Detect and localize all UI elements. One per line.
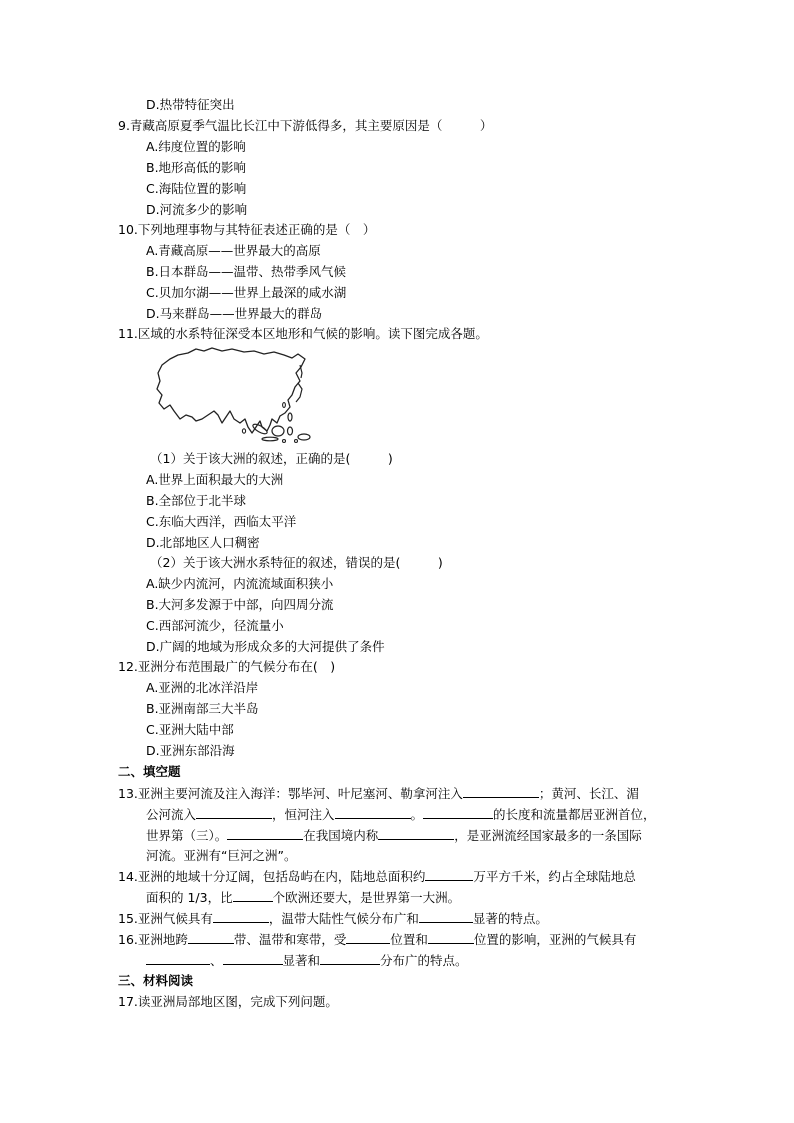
small-island — [283, 440, 286, 443]
q14-text: 万平方千米，约占全球陆地总 — [473, 869, 636, 884]
answer-blank[interactable] — [188, 931, 234, 944]
q15-text: ，温带大陆性气候分布广和 — [268, 911, 419, 926]
q9-stem: 9.青藏高原夏季气温比长江中下游低得多，其主要原因是（ ） — [118, 118, 493, 133]
q16-text: 分布广的特点。 — [380, 953, 468, 968]
answer-blank[interactable] — [335, 806, 411, 819]
q11-stem: 11.区域的水系特征深受本区地形和气候的影响。读下图完成各题。 — [118, 326, 488, 341]
answer-blank[interactable] — [346, 931, 390, 944]
q16-line-1 — [118, 931, 636, 948]
q16-line-2 — [146, 952, 468, 969]
q17-stem: 17.读亚洲局部地区图，完成下列问题。 — [118, 994, 338, 1009]
q11-sub1-option-d: D.北部地区人口稠密 — [146, 535, 260, 550]
q13-text: 13.亚洲主要河流及注入海洋：鄂毕河、叶尼塞河、勒拿河注入 — [118, 786, 463, 801]
answer-blank[interactable] — [425, 868, 473, 881]
q13-text: 在我国境内称 — [303, 828, 379, 843]
answer-blank[interactable] — [227, 827, 303, 840]
new-guinea-island — [298, 434, 310, 440]
q8-option-d: D.热带特征突出 — [146, 97, 235, 112]
q9-option-c: C.海陆位置的影响 — [146, 181, 247, 196]
q9-option-b: B.地形高低的影响 — [146, 160, 247, 175]
q14-text: 面积的 1/3，比 — [146, 890, 233, 905]
q16-text: 带、温带和寒带，受 — [233, 932, 347, 947]
q10-option-c: C.贝加尔湖——世界上最深的咸水湖 — [146, 285, 347, 300]
q10-option-b: B.日本群岛——温带、热带季风气候 — [146, 264, 347, 279]
q9-option-a: A.纬度位置的影响 — [146, 139, 246, 154]
answer-blank[interactable] — [233, 889, 273, 902]
small-island — [295, 440, 298, 443]
q10-option-a: A.青藏高原——世界最大的高原 — [146, 243, 321, 258]
q11-sub2-option-a: A.缺少内流河，内流流域面积狭小 — [146, 576, 334, 591]
q13-line-2 — [146, 806, 656, 823]
answer-blank[interactable] — [463, 785, 539, 798]
q10-option-d: D.马来群岛——世界最大的群岛 — [146, 306, 323, 321]
java-island — [262, 437, 278, 441]
asia-outline-map — [152, 345, 312, 445]
q13-text: 。 — [410, 807, 424, 822]
taiwan-island — [283, 403, 286, 408]
borneo-island — [272, 426, 284, 436]
q11-sub2-option-b: B.大河多发源于中部，向四周分流 — [146, 597, 334, 612]
q16-text: 、 — [210, 953, 223, 968]
section-title-reading: 三、材料阅读 — [118, 973, 194, 988]
q14-text: 14.亚洲的地域十分辽阔，包括岛屿在内，陆地总面积约 — [118, 869, 426, 884]
q13-line-1 — [118, 785, 639, 802]
answer-blank[interactable] — [196, 806, 272, 819]
q13-line-4: 河流。亚洲有“巨河之洲”。 — [146, 848, 297, 863]
sulawesi-island — [288, 427, 293, 435]
q16-text: 显著和 — [282, 953, 321, 968]
answer-blank[interactable] — [419, 910, 473, 923]
sri-lanka-island — [242, 429, 245, 433]
q11-sub1-stem: （1）关于该大洲的叙述，正确的是( ) — [150, 451, 393, 466]
answer-blank[interactable] — [146, 952, 210, 965]
q13-text: 世界第（三）。 — [146, 828, 228, 843]
q15-text: 15.亚洲气候具有 — [118, 911, 213, 926]
asia-mainland-outline — [157, 348, 305, 433]
q13-text: ，是亚洲流经国家最多的一条国际 — [454, 828, 642, 843]
q12-option-a: A.亚洲的北冰洋沿岸 — [146, 680, 259, 695]
q12-stem: 12.亚洲分布范围最广的气候分布在( ) — [118, 659, 336, 674]
q9-option-d: D.河流多少的影响 — [146, 202, 248, 217]
q13-line-3 — [146, 827, 642, 844]
q16-text: 16.亚洲地跨 — [118, 932, 188, 947]
q11-sub2-option-c: C.西部河流少，径流量小 — [146, 618, 284, 633]
answer-blank[interactable] — [428, 931, 474, 944]
q11-sub1-option-b: B.全部位于北半球 — [146, 493, 247, 508]
q13-text: 的长度和流量都居亚洲首位， — [493, 807, 656, 822]
q12-option-b: B.亚洲南部三大半岛 — [146, 701, 259, 716]
q13-text: 公河流入 — [146, 807, 197, 822]
sumatra-island — [252, 422, 269, 435]
q14-line-2 — [146, 889, 460, 906]
q16-text: 位置和 — [390, 932, 428, 947]
q14-text: 个欧洲还要大，是世界第一大洲。 — [272, 890, 461, 905]
q13-text: ；黄河、长江、湄 — [538, 786, 639, 801]
q15-text: 显著的特点。 — [472, 911, 548, 926]
q15-line — [118, 910, 548, 927]
answer-blank[interactable] — [223, 952, 283, 965]
answer-blank[interactable] — [423, 806, 493, 819]
q12-option-d: D.亚洲东部沿海 — [146, 743, 235, 758]
q13-text: ，恒河注入 — [272, 807, 335, 822]
q16-text: 位置的影响，亚洲的气候具有 — [473, 932, 637, 947]
answer-blank[interactable] — [378, 827, 454, 840]
q10-stem: 10.下列地理事物与其特征表述正确的是（ ） — [118, 222, 376, 237]
japan-islands — [296, 383, 302, 402]
philippines-island — [288, 413, 292, 421]
q11-sub2-stem: （2）关于该大洲水系特征的叙述，错误的是( ) — [150, 555, 443, 570]
q11-sub2-option-d: D.广阔的地域为形成众多的大河提供了条件 — [146, 639, 385, 654]
q11-sub1-option-a: A.世界上面积最大的大洲 — [146, 472, 284, 487]
q11-sub1-option-c: C.东临大西洋，西临太平洋 — [146, 514, 297, 529]
q12-option-c: C.亚洲大陆中部 — [146, 722, 234, 737]
q14-line-1 — [118, 868, 636, 885]
answer-blank[interactable] — [320, 952, 380, 965]
section-title-fill-in: 二、填空题 — [118, 764, 181, 779]
answer-blank[interactable] — [213, 910, 269, 923]
